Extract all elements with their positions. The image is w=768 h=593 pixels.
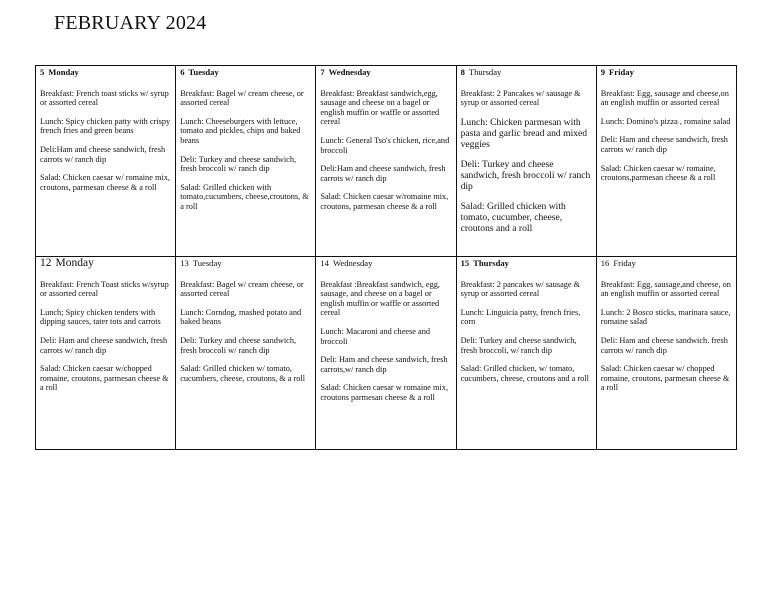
- lunch-item: Lunch: Chicken parmesan with pasta and garlic bread and mixed veggies: [460, 116, 588, 150]
- day-cell-feb-7: [316, 66, 456, 257]
- lunch-item: Lunch: Macaroni and cheese and broccoli: [320, 326, 431, 346]
- deli-item: Deli: Turkey and cheese sandwich, fresh broccoli w/ ranch dip: [180, 335, 297, 355]
- day-cell-feb-8: [456, 66, 596, 257]
- lunch-item: Lunch: General Tso's chicken, rice,and broccoli: [320, 135, 450, 155]
- salad-item: Salad: Chicken caesar w/romaine mix, croutons, parmesan cheese & a roll: [320, 192, 449, 211]
- salad-item: Salad: Chicken caesar w/ chopped romaine, croutons, parmesan cheese & a roll: [600, 364, 730, 393]
- salad-item: Salad: Chicken caesar w/chopped romaine, croutons, parmesan cheese & a roll: [40, 364, 169, 393]
- deli-item: Deli: Turkey and cheese sandwich, fresh broccoli w/ ranch dip: [460, 158, 591, 192]
- salad-item: Salad: Chicken caesar w/ romaine mix, croutons, parmesan cheese & a roll: [40, 173, 170, 192]
- salad-item: Salad: Grilled chicken with tomato,cucumbers, cheese,croutons, & a roll: [180, 182, 309, 211]
- day-header: 16 Friday: [600, 258, 636, 268]
- breakfast-item: Breakfast: French toast sticks w/ syrup or assorted cereal: [40, 88, 169, 108]
- lunch-item: Lunch: Domino's pizza , romaine salad: [600, 116, 731, 126]
- day-header: 12 Monday: [40, 257, 94, 269]
- day-header: 9 Friday: [600, 67, 634, 77]
- day-header: 6 Tuesday: [180, 67, 219, 77]
- deli-item: Deli: Ham and cheese sandwich, fresh carrots w/ ranch dip: [40, 335, 168, 355]
- salad-item: Salad: Chicken caesar w/ romaine, croutons,parmesan cheese & a roll: [600, 163, 716, 183]
- deli-item: Deli: Ham and cheese sandwich, fresh carrots w/ ranch dip: [600, 135, 728, 154]
- deli-item: Deli:Ham and cheese sandwich, fresh carrots w/ ranch dip: [320, 164, 446, 183]
- breakfast-item: Breakfast: Bagel w/ cream cheese, or assorted cereal: [180, 279, 304, 299]
- menu-calendar: [35, 65, 737, 450]
- breakfast-item: Breakfast: 2 Pancakes w/ sausage & syrup or assorted cereal: [460, 88, 581, 108]
- lunch-item: Lunch; Spicy chicken tenders with dipping sauces, tater tots and carrots: [40, 307, 161, 327]
- deli-item: Deli: Turkey and cheese sandwich, fresh broccoli w/ ranch dip: [180, 154, 297, 174]
- day-header: 7 Wednesday: [320, 67, 371, 77]
- day-header: 13 Tuesday: [180, 258, 222, 268]
- breakfast-item: Breakfast: Breakfast sandwich,egg, sausage and cheese on a bagel or english muffin or waffle or assorted cereal: [320, 88, 440, 127]
- salad-item: Salad: Grilled chicken with tomato, cucumber, cheese, croutons and a roll: [460, 200, 566, 234]
- salad-item: Salad: Grilled chicken w/ tomato, cucumbers, cheese, croutons, & a roll: [180, 364, 306, 383]
- breakfast-item: Breakfast: Bagel w/ cream cheese, or assorted cereal: [180, 88, 304, 108]
- day-cell-feb-6: [176, 66, 316, 257]
- week-row: [36, 257, 737, 450]
- day-cell-feb-5: [36, 66, 176, 257]
- breakfast-item: Breakfast: Egg, sausage,and cheese, on an english muffin or assorted cereal: [600, 279, 731, 299]
- day-header: 5 Monday: [40, 67, 79, 77]
- deli-item: Deli: Ham and cheese sandwich, fresh carrots,w/ ranch dip: [320, 355, 448, 374]
- lunch-item: Lunch: Cheeseburgers with lettuce, tomato and pickles, chips and baked beans: [180, 116, 301, 145]
- breakfast-item: Breakfast: 2 pancakes w/ sausage & syrup or assorted cereal: [460, 279, 581, 299]
- breakfast-item: Breakfast: Egg, sausage and cheese,on an english muffin or assorted cereal: [600, 88, 729, 108]
- day-cell-feb-9: [596, 66, 736, 257]
- week-row: [36, 66, 737, 257]
- deli-item: Deli: Ham and cheese sandwich. fresh carrots w/ ranch dip: [600, 335, 728, 355]
- deli-item: Deli:Ham and cheese sandwich, fresh carrots w/ ranch dip: [40, 144, 166, 164]
- deli-item: Deli: Turkey and cheese sandwich, fresh broccoli, w/ ranch dip: [460, 335, 577, 355]
- day-cell-feb-13: [176, 257, 316, 450]
- lunch-item: Lunch: 2 Bosco sticks, marinara sauce, romaine salad: [600, 307, 731, 327]
- day-header: 14 Wednesday: [320, 258, 373, 268]
- breakfast-item: Breakfast: French Toast sticks w/syrup or assorted cereal: [40, 279, 169, 299]
- salad-item: Salad: Chicken caesar w romaine mix, croutons parmesan cheese & a roll: [320, 383, 449, 402]
- salad-item: Salad: Grilled chicken, w/ tomato, cucumbers, cheese, croutons and a roll: [460, 364, 589, 383]
- lunch-item: Lunch: Spicy chicken patty with crispy french fries and green beans: [40, 116, 171, 136]
- day-cell-feb-16: [596, 257, 736, 450]
- day-header: 8 Thursday: [460, 67, 502, 77]
- breakfast-item: Breakfast :Breakfast sandwich, egg, sausage, and cheese on a bagel or english muffin or waffle or assorted cereal: [320, 279, 440, 318]
- day-cell-feb-15: [456, 257, 596, 450]
- day-header: 15 Thursday: [460, 258, 509, 268]
- page-title: FEBRUARY 2024: [54, 12, 207, 34]
- lunch-item: Lunch: Linguicia patty, french fries, corn: [460, 307, 581, 327]
- lunch-item: Lunch: Corndog, mashed potato and baked beans: [180, 307, 302, 327]
- day-cell-feb-12: [36, 257, 176, 450]
- day-cell-feb-14: [316, 257, 456, 450]
